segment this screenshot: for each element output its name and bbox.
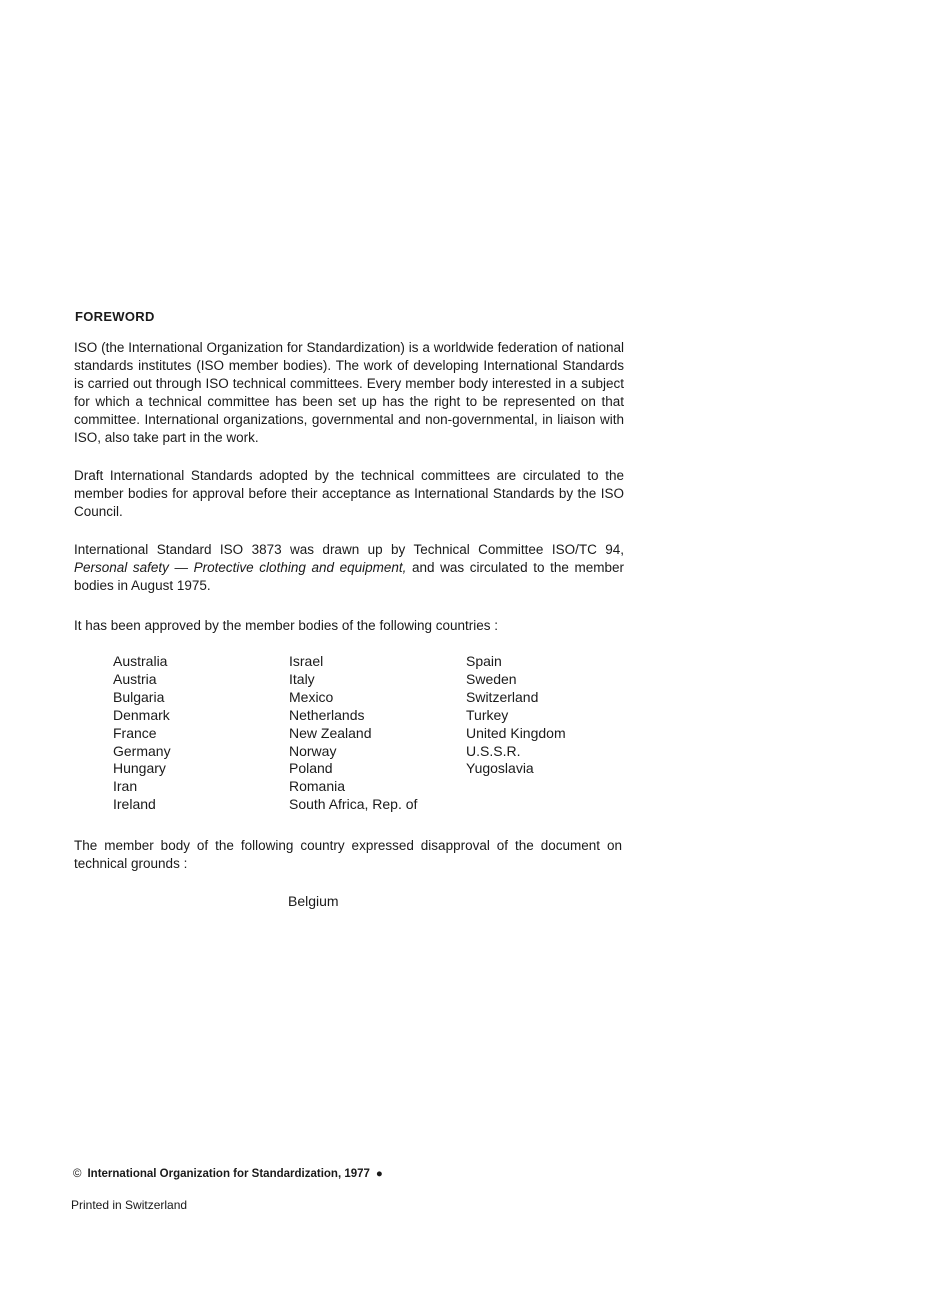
country-name: Yugoslavia [466,760,534,777]
country-name: Turkey [466,706,509,723]
country-name: Netherlands [289,706,365,723]
country-name: South Africa, Rep. of [289,796,418,813]
country-name: Sweden [466,670,517,687]
approval-statement: It has been approved by the member bodies of the following countries : [74,618,499,633]
foreword-paragraph-3 [74,541,624,595]
copyright-line [73,1168,383,1180]
country-name: U.S.S.R. [466,742,521,759]
copyright-symbol: © [73,1168,82,1180]
country-name: Spain [466,653,502,669]
country-name: Ireland [113,796,156,813]
country-name: New Zealand [289,724,372,741]
country-name: Bulgaria [113,688,165,705]
committee-title: Personal safety — Protective clothing and equipment, [74,560,407,575]
country-name: Austria [113,670,157,687]
country-name: Switzerland [466,688,539,705]
country-name: Iran [113,778,138,795]
country-name: Australia [113,653,168,669]
foreword-paragraph-2: Draft International Standards adopted by the technical committees are circulated to the member bodies for approval before their acceptance as International Standards by the ISO Council. [74,468,624,519]
disapproving-country: Belgium [288,893,339,909]
country-name: United Kingdom [466,724,566,741]
copyright-text: International Organization for Standardization, 1977 [87,1168,370,1180]
disapproval-statement: The member body of the following country expressed disapproval of the document on technical grounds : [74,838,622,871]
printed-in: Printed in Switzerland [71,1198,188,1212]
paragraph-3-tail: and was circulated to the member bodies in August 1975. [74,560,624,593]
country-list-column-1 [113,653,171,814]
bullet-icon: ● [375,1168,383,1180]
country-name: Poland [289,760,333,777]
country-list-column-2 [289,653,417,814]
paragraph-3-lead: International Standard ISO 3873 was drawn up by Technical Committee ISO/TC 94, [74,542,624,557]
country-list-column-3 [466,653,566,778]
foreword-heading: FOREWORD [75,309,155,324]
country-name: Denmark [113,706,170,723]
country-name: Romania [289,778,346,795]
country-name: Germany [113,742,171,759]
country-name: Hungary [113,760,166,777]
country-name: France [113,724,157,741]
country-name: Israel [289,653,324,669]
country-name: Mexico [289,688,334,705]
country-name: Italy [289,670,315,687]
foreword-paragraph-1: ISO (the International Organization for Standardization) is a worldwide federation of national standards institutes (ISO member bodies). The work of developing International Standards is carried out through ISO technical committees. Every member body interested in a subject for which a technical committee has been set up has the right to be represented on that committee. International organizations, governmental and non-governmental, in liaison with ISO, also take part in the work. [74,340,624,445]
country-name: Norway [289,742,337,759]
